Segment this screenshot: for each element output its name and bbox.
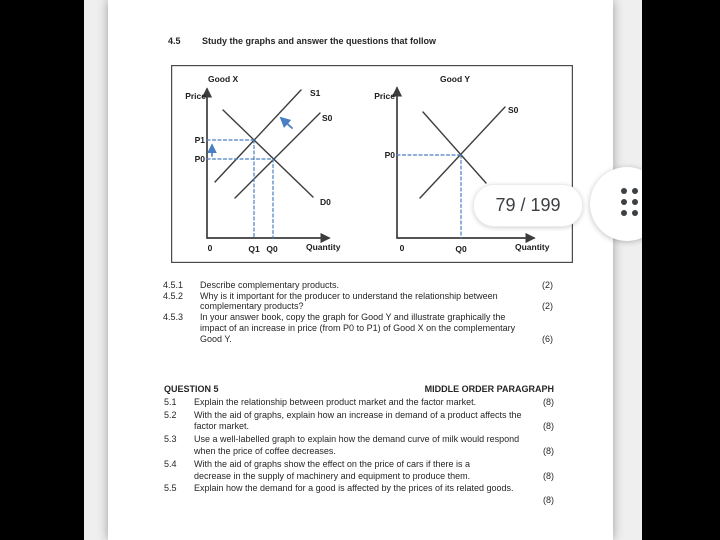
question-text: factor market.	[194, 421, 250, 432]
question-text: With the aid of graphs show the effect on the price of cars if there is a	[194, 458, 470, 469]
questions-4-5	[163, 280, 553, 344]
question-number: 5.5	[164, 483, 177, 494]
graph-good-x	[185, 74, 341, 254]
y-axis-label: Price	[185, 91, 206, 101]
section-heading-text: Study the graphs and answer the questions that follow	[202, 36, 437, 46]
question-5-2	[164, 410, 554, 434]
origin-label: 0	[207, 243, 213, 253]
d0-label: D0	[320, 197, 331, 207]
mark-allocation: (8)	[543, 396, 554, 407]
q0-label: Q0	[455, 244, 467, 254]
question-5-3	[164, 434, 554, 458]
question-number: 5.3	[164, 434, 177, 445]
mark-allocation: (8)	[543, 421, 554, 432]
supply-demand-figure	[171, 65, 573, 263]
question-text: Why is it important for the producer to understand the relationship between	[200, 290, 498, 301]
mark-allocation: (8)	[543, 495, 554, 506]
section-heading	[168, 36, 568, 46]
demand-curve	[423, 112, 486, 183]
q0-label: Q0	[266, 244, 278, 254]
mark-allocation: (6)	[542, 333, 553, 344]
mark-allocation: (2)	[542, 301, 553, 312]
question-text: decrease in the supply of machinery and equipment to produce them.	[194, 470, 471, 481]
mark-allocation: (2)	[542, 280, 553, 290]
origin-label: 0	[399, 243, 405, 253]
question-5-4	[164, 459, 554, 483]
question-number: 5.4	[164, 458, 177, 469]
page-indicator-text: 79 / 199	[495, 195, 561, 215]
q1-label: Q1	[248, 244, 260, 254]
supply-shift-arrow	[281, 118, 292, 128]
question-5-5	[164, 483, 554, 507]
graph-title: Good X	[208, 74, 239, 84]
document-viewer[interactable]	[84, 0, 642, 540]
question-5-tag: MIDDLE ORDER PARAGRAPH	[424, 384, 554, 394]
p0-label: P0	[194, 154, 205, 164]
question-text: complementary products?	[200, 301, 304, 312]
question-text: Use a well-labelled graph to explain how the demand curve of milk would respond	[194, 434, 520, 445]
p0-label: P0	[384, 150, 395, 160]
question-text: Good Y.	[200, 333, 232, 344]
graph-good-y	[374, 74, 550, 254]
mark-allocation: (8)	[543, 470, 554, 481]
s1-label: S1	[310, 88, 321, 98]
question-text: In your answer book, copy the graph for Good Y and illustrate graphically the	[200, 312, 506, 323]
question-5-section	[164, 384, 554, 507]
question-5-header	[164, 384, 554, 396]
question-number: 4.5.3	[163, 312, 184, 323]
question-number: 4.5.2	[163, 290, 184, 301]
question-4-5-2	[163, 291, 553, 312]
x-axis-label: Quantity	[515, 242, 550, 252]
supply-curve-s1	[215, 90, 301, 182]
s0-label: S0	[508, 105, 519, 115]
question-5-title: QUESTION 5	[164, 384, 219, 394]
section-number: 4.5	[168, 36, 181, 46]
six-dots-icon	[621, 188, 627, 194]
mark-allocation: (8)	[543, 445, 554, 456]
question-text: Describe complementary products.	[200, 280, 340, 290]
question-text: With the aid of graphs, explain how an increase in demand of a product affects the	[194, 409, 522, 420]
demand-curve-d0	[223, 110, 313, 197]
question-text: Explain how the demand for a good is affected by the prices of its related goods.	[194, 483, 514, 494]
question-text: Explain the relationship between product market and the factor market.	[194, 396, 477, 407]
question-4-5-3	[163, 312, 553, 344]
question-number: 5.2	[164, 409, 177, 420]
page-indicator	[473, 184, 583, 227]
graph-title: Good Y	[440, 74, 471, 84]
question-text: impact of an increase in price (from P0 to P1) of Good X on the complementary	[200, 322, 516, 333]
s0-label: S0	[322, 113, 333, 123]
question-number: 4.5.1	[163, 280, 184, 290]
x-axis-label: Quantity	[306, 242, 341, 252]
question-number: 5.1	[164, 396, 177, 407]
supply-curve-s0	[235, 113, 320, 198]
question-text: when the price of coffee decreases.	[194, 445, 336, 456]
question-5-1	[164, 397, 554, 409]
question-4-5-1	[163, 280, 553, 291]
y-axis-label: Price	[374, 91, 395, 101]
p1-label: P1	[194, 135, 205, 145]
guide-dashes	[397, 155, 461, 238]
document-page	[108, 0, 613, 540]
